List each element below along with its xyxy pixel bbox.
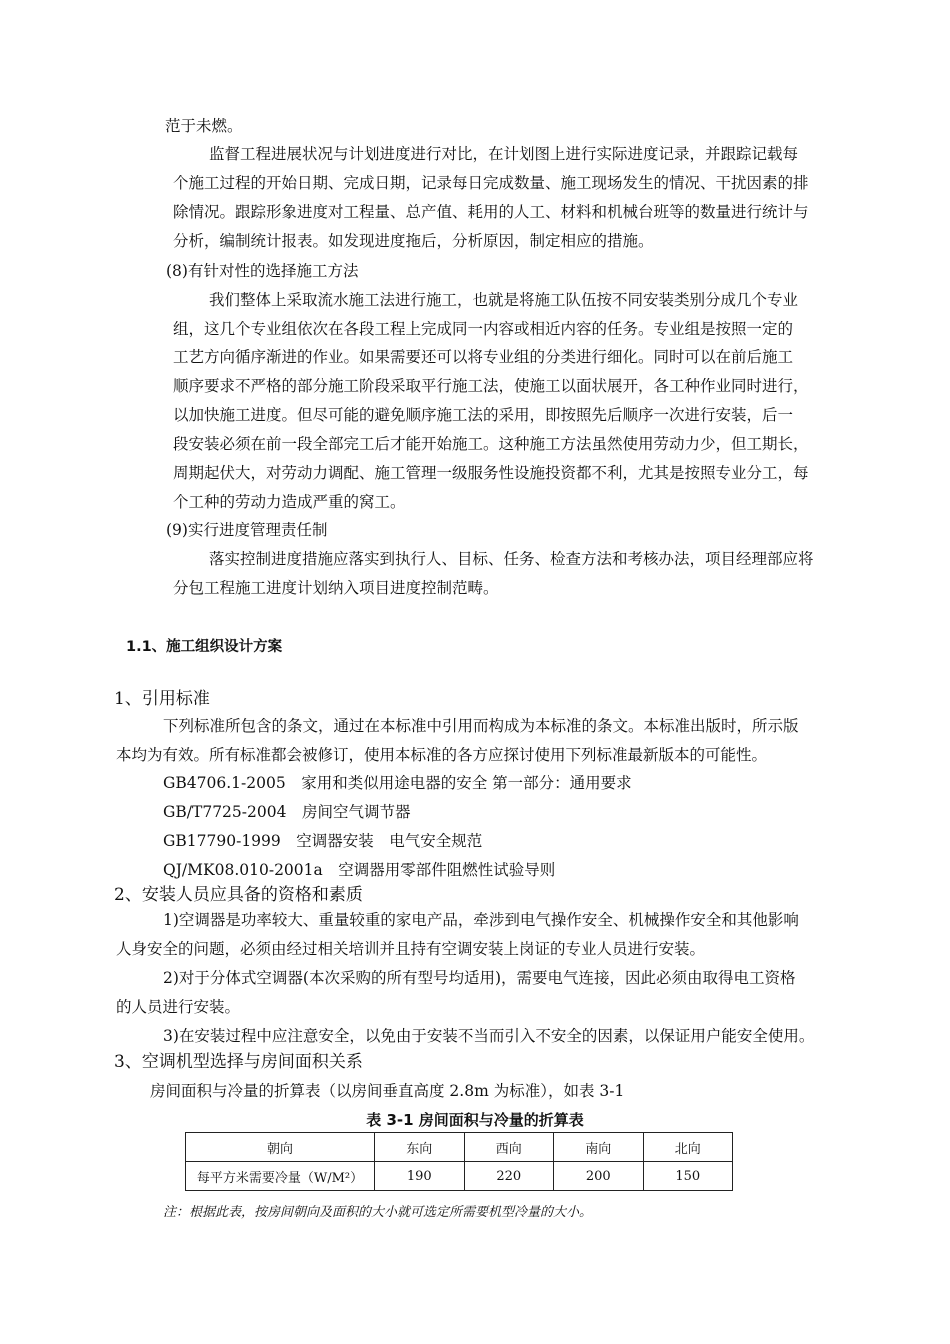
paragraph-line: 落实控制进度措施应落实到执行人、目标、任务、检查方法和考核办法，项目经理部应将 bbox=[209, 550, 814, 568]
subsection-title: 3、空调机型选择与房间面积关系 bbox=[114, 1052, 363, 1072]
paragraph-line: 监督工程进展状况与计划进度进行对比，在计划图上进行实际进度记录，并跟踪记载每 bbox=[209, 145, 799, 163]
table-cell: 220 bbox=[464, 1162, 554, 1191]
standard-reference: QJ/MK08.010-2001a 空调器用零部件阻燃性试验导则 bbox=[163, 861, 556, 879]
table-cell: 190 bbox=[375, 1162, 465, 1191]
paragraph-line: 个工种的劳动力造成严重的窝工。 bbox=[173, 493, 406, 511]
paragraph-line: 段安装必须在前一段全部完工后才能开始施工。这种施工方法虽然使用劳动力少，但工期长， bbox=[173, 435, 809, 453]
section-title: 1.1、施工组织设计方案 bbox=[126, 639, 283, 655]
table-cell: 200 bbox=[554, 1162, 644, 1191]
table-caption: 表 3-1 房间面积与冷量的折算表 bbox=[366, 1111, 584, 1129]
paragraph-line: 3)在安装过程中应注意安全，以免由于安装不当而引入不安全的因素，以保证用户能安全使用。 bbox=[163, 1027, 815, 1045]
paragraph-line: 下列标准所包含的条文，通过在本标准中引用而构成为本标准的条文。本标准出版时，所示版 bbox=[163, 717, 799, 735]
paragraph-line: 2)对于分体式空调器(本次采购的所有型号均适用)，需要电气连接，因此必须由取得电工资格 bbox=[163, 969, 796, 987]
conversion-table bbox=[185, 1132, 733, 1191]
paragraph-line: 顺序要求不严格的部分施工阶段采取平行施工法，使施工以面状展开，各工种作业同时进行， bbox=[173, 377, 809, 395]
standard-reference: GB4706.1-2005 家用和类似用途电器的安全 第一部分：通用要求 bbox=[163, 774, 632, 792]
table-note: 注：根据此表，按房间朝向及面积的大小就可选定所需要机型冷量的大小。 bbox=[163, 1205, 593, 1220]
paragraph-line: 人身安全的问题，必须由经过相关培训并且持有空调安装上岗证的专业人员进行安装。 bbox=[116, 940, 706, 958]
subsection-title: 1、引用标准 bbox=[114, 689, 210, 709]
table-row bbox=[186, 1162, 733, 1191]
table-header-cell: 西向 bbox=[464, 1133, 554, 1162]
paragraph-line: 组，这几个专业组依次在各段工程上完成同一内容或相近内容的任务。专业组是按照一定的 bbox=[173, 320, 794, 338]
paragraph-line: 房间面积与冷量的折算表（以房间垂直高度 2.8m 为标准），如表 3-1 bbox=[150, 1082, 625, 1100]
paragraph-line: 以加快施工进度。但尽可能的避免顺序施工法的采用，即按照先后顺序一次进行安装，后一 bbox=[173, 406, 794, 424]
table-cell: 150 bbox=[643, 1162, 733, 1191]
list-item-heading: (8)有针对性的选择施工方法 bbox=[166, 262, 359, 280]
table-header-row bbox=[186, 1133, 733, 1162]
paragraph-line: 分析，编制统计报表。如发现进度拖后，分析原因，制定相应的措施。 bbox=[173, 232, 654, 250]
paragraph-line: 1)空调器是功率较大、重量较重的家电产品，牵涉到电气操作安全、机械操作安全和其他影响 bbox=[163, 911, 799, 929]
paragraph-line: 的人员进行安装。 bbox=[116, 998, 241, 1016]
standard-reference: GB/T7725-2004 房间空气调节器 bbox=[163, 803, 411, 821]
paragraph-line: 本均为有效。所有标准都会被修订，使用本标准的各方应探讨使用下列标准最新版本的可能性。 bbox=[116, 746, 768, 764]
table-header-cell: 东向 bbox=[375, 1133, 465, 1162]
paragraph-line: 工艺方向循序渐进的作业。如果需要还可以将专业组的分类进行细化。同时可以在前后施工 bbox=[173, 348, 794, 366]
list-item-heading: (9)实行进度管理责任制 bbox=[166, 521, 328, 539]
table-header-cell: 南向 bbox=[554, 1133, 644, 1162]
paragraph-line: 周期起伏大，对劳动力调配、施工管理一级服务性设施投资都不利，尤其是按照专业分工，每 bbox=[173, 464, 809, 482]
table-header-cell: 朝向 bbox=[186, 1133, 375, 1162]
paragraph-line: 范于未燃。 bbox=[165, 117, 243, 135]
table-cell: 每平方米需要冷量（W/M²） bbox=[186, 1162, 375, 1191]
table-header-cell: 北向 bbox=[643, 1133, 733, 1162]
paragraph-line: 个施工过程的开始日期、完成日期，记录每日完成数量、施工现场发生的情况、干扰因素的排 bbox=[173, 174, 809, 192]
paragraph-line: 我们整体上采取流水施工法进行施工，也就是将施工队伍按不同安装类别分成几个专业 bbox=[209, 291, 799, 309]
paragraph-line: 除情况。跟踪形象进度对工程量、总产值、耗用的人工、材料和机械台班等的数量进行统计与 bbox=[173, 203, 809, 221]
standard-reference: GB17790-1999 空调器安装 电气安全规范 bbox=[163, 832, 483, 850]
paragraph-line: 分包工程施工进度计划纳入项目进度控制范畴。 bbox=[173, 579, 499, 597]
subsection-title: 2、安装人员应具备的资格和素质 bbox=[114, 885, 363, 905]
